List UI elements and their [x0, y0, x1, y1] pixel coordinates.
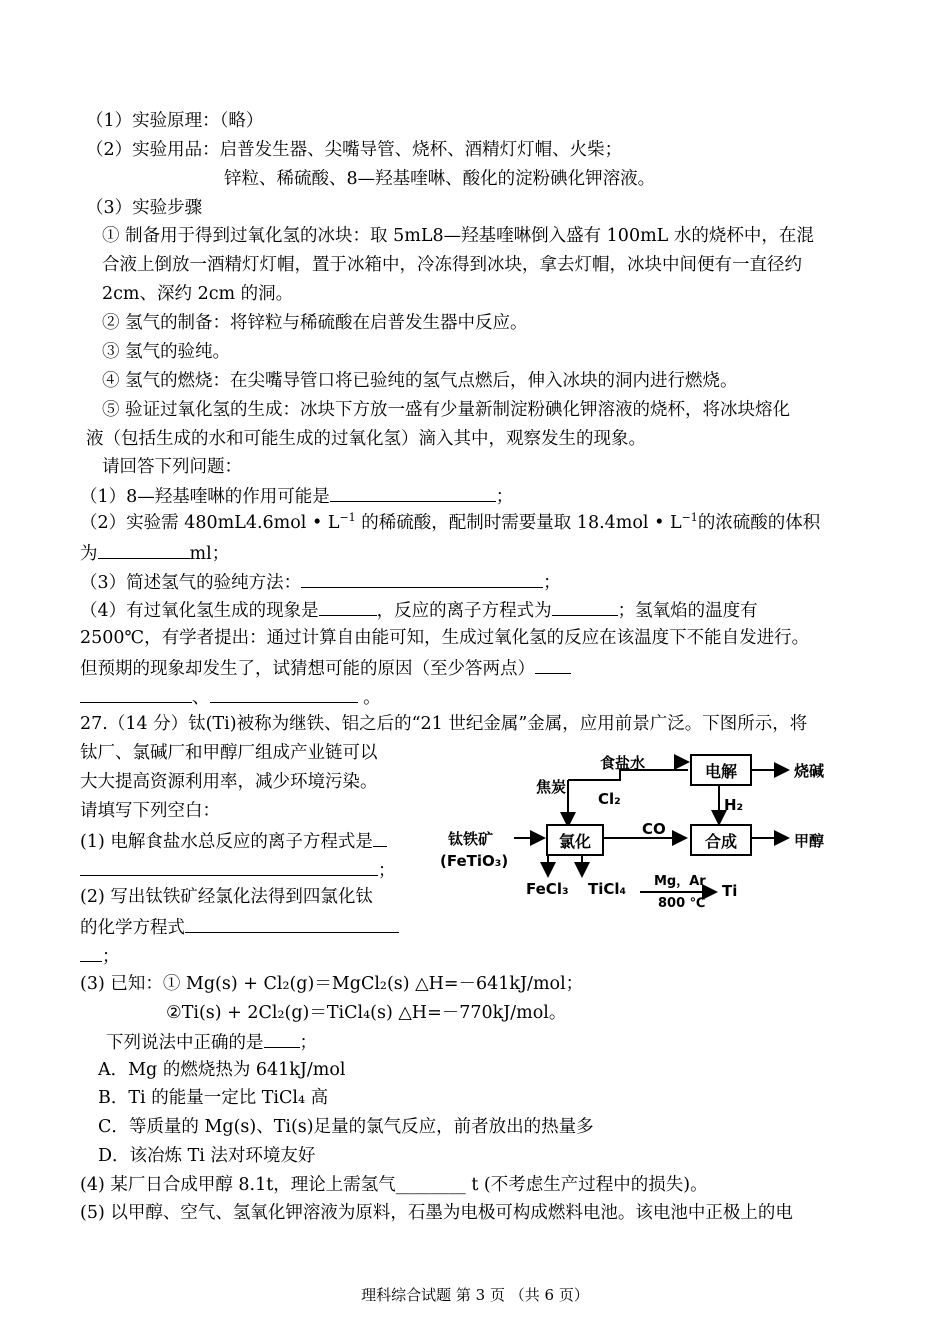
step1-line2: 合液上倒放一酒精灯灯帽，置于冰箱中，冷冻得到冰块，拿去灯帽，冰块中间便有一直径约	[102, 255, 802, 275]
problem-27-q3-line3: 下列说法中正确的是 ；	[106, 1030, 317, 1054]
fecl3-label: FeCl₃	[526, 880, 569, 898]
step1-line3: 2cm、深约 2cm 的洞。	[102, 284, 294, 304]
step1-line1: ① 制备用于得到过氧化氢的冰块：取 5mL8—羟基喹啉倒入盛有 100mL 水的烧杯中，在混	[102, 226, 814, 246]
problem-27-q2-text: 的化学方程式	[80, 918, 185, 938]
problem-27-q3-line2: ②Ti(s) + 2Cl₂(g)＝TiCl₄(s) △H=－770kJ/mol。	[166, 1003, 567, 1023]
problem-27-q3-text: 下列说法中正确的是	[106, 1033, 264, 1053]
answer-blank[interactable]	[98, 541, 190, 559]
problem-27-q2-line2	[80, 915, 399, 939]
problem-27-intro-2: 大大提高资源利用率，减少环境污染。	[80, 772, 378, 792]
chlorination-box: 氯化	[546, 824, 604, 856]
answer-blank[interactable]	[330, 484, 496, 502]
problem-27-q1-line2: ；	[80, 858, 396, 882]
question-1: （1）8—羟基喹啉的作用可能是 ；	[80, 484, 513, 508]
option-d: D．该冶炼 Ti 法对环境友好	[98, 1146, 316, 1166]
exp-materials-1: （2）实验用品：启普发生器、尖嘴导管、烧杯、酒精灯灯帽、火柴；	[86, 140, 623, 160]
ti-label: Ti	[722, 882, 738, 900]
question-2-part3: 的浓硫酸的体积	[697, 513, 821, 533]
question-4-part3: ；氢氧焰的温度有	[617, 601, 758, 621]
answer-blank[interactable]	[552, 598, 618, 616]
option-b: B．Ti 的能量一定比 TiCl₄ 高	[98, 1088, 329, 1108]
problem-27-intro-3: 请填写下列空白：	[80, 801, 220, 821]
question-4-line1	[80, 598, 758, 622]
question-2-prefix: 为	[80, 544, 98, 564]
question-1-text: （1）8—羟基喹啉的作用可能是	[80, 487, 330, 507]
answer-blank[interactable]	[373, 829, 387, 847]
problem-27-q3-line1: (3) 已知：① Mg(s) + Cl₂(g)＝MgCl₂(s) △H=－641kJ/mol；	[80, 974, 584, 994]
question-3: （3）简述氢气的验纯方法： ；	[80, 570, 561, 594]
answer-blank[interactable]	[264, 1030, 300, 1048]
question-2-unit: ml；	[189, 544, 230, 564]
answer-blank[interactable]	[535, 656, 571, 674]
step2: ② 氢气的制备：将锌粒与稀硫酸在启普发生器中反应。	[102, 313, 528, 333]
question-4-part1: （4）有过氧化氢生成的现象是	[80, 601, 319, 621]
problem-27-q2-line1: (2) 写出钛铁矿经氯化法得到四氯化钛	[80, 887, 373, 907]
problem-27-q1	[80, 829, 387, 853]
answer-blank[interactable]	[80, 944, 102, 962]
mg-ar-label: Mg，Ar	[654, 874, 706, 889]
problem-27-title: 27.（14 分）钛(Ti)被称为继铁、铝之后的“21 世纪金属”金属，应用前景广泛。下图所示，将	[80, 714, 808, 734]
methanol-label: 甲醇	[794, 832, 825, 850]
salt-water-label: 食盐水	[600, 754, 646, 772]
problem-27-q5: (5) 以甲醇、空气、氢氧化钾溶液为原料，石墨为电极可构成燃料电池。该电池中正极上的电	[80, 1203, 793, 1223]
question-4-line2: 2500℃，有学者提出：通过计算自由能可知，生成过氧化氢的反应在该温度下不能自发进行。	[80, 628, 810, 648]
option-c: C．等质量的 Mg(s)、Ti(s)足量的氯气反应，前者放出的热量多	[98, 1117, 594, 1137]
question-2-part1: （2）实验需 480mL4.6mo	[80, 513, 301, 533]
answer-blank[interactable]	[301, 570, 543, 588]
answer-blank[interactable]	[80, 858, 378, 876]
coke-label: 焦炭	[536, 778, 567, 796]
problem-27-q1-text: (1) 电解食盐水总反应的离子方程式是	[80, 832, 373, 852]
exp-materials-2: 锌粒、稀硫酸、8—羟基喹啉、酸化的淀粉碘化钾溶液。	[224, 169, 656, 189]
question-4-part4: 但预期的现象却发生了，试猜想可能的原因（至少答两点）	[80, 659, 535, 679]
problem-27-q2-line3: ；	[80, 944, 120, 968]
co-label: CO	[642, 820, 666, 838]
answer-blank[interactable]	[319, 598, 377, 616]
question-4-line4: 、 。	[80, 685, 381, 709]
option-a: A．Mg 的燃烧热为 641kJ/mol	[98, 1060, 346, 1080]
question-2-part2: 的稀硫酸，配制时需要量取 18.4mo	[361, 513, 643, 533]
step4: ④ 氢气的燃烧：在尖嘴导管口将已验纯的氢气点燃后，伸入冰块的洞内进行燃烧。	[102, 371, 738, 391]
step5-line2: 液（包括生成的水和可能生成的过氧化氢）滴入其中，观察发生的现象。	[86, 429, 646, 449]
problem-27-intro-1: 钛厂、氯碱厂和甲醇厂组成产业链可以	[80, 743, 378, 763]
process-diagram	[430, 740, 850, 918]
questions-prompt: 请回答下列问题：	[102, 457, 242, 477]
caustic-label: 烧碱	[794, 762, 825, 780]
answer-blank[interactable]	[185, 915, 399, 933]
ilmenite-label: 钛铁矿	[448, 830, 494, 848]
electrolysis-box: 电解	[690, 754, 752, 786]
question-2-line2	[80, 541, 229, 565]
question-4-line3	[80, 656, 571, 680]
answer-blank[interactable]	[80, 685, 192, 703]
answer-blank[interactable]	[210, 685, 358, 703]
cl2-label: Cl₂	[598, 790, 621, 808]
step5-line1: ⑤ 验证过氧化氢的生成：冰块下方放一盛有少量新制淀粉碘化钾溶液的烧杯，将冰块熔化	[102, 400, 791, 420]
exp-steps-heading: （3）实验步骤	[86, 198, 203, 218]
temperature-label: 800 ℃	[658, 896, 706, 911]
ticl4-label: TiCl₄	[588, 880, 627, 898]
step3: ③ 氢气的验纯。	[102, 342, 231, 362]
problem-27-q4: (4) 某厂日合成甲醇 8.1t，理论上需氢气________ t (不考虑生产过程中的损失)。	[80, 1175, 708, 1195]
page-footer: 理科综合试题 第 3 页 （共 6 页）	[361, 1286, 589, 1304]
synthesis-box: 合成	[690, 824, 752, 856]
h2-label: H₂	[724, 796, 744, 814]
question-3-text: （3）简述氢气的验纯方法：	[80, 573, 302, 593]
question-4-part2: ，反应的离子方程式为	[376, 601, 552, 621]
exp-principle: （1）实验原理：（略）	[86, 111, 264, 131]
ilmenite-formula-label: (FeTiO₃)	[440, 852, 509, 870]
question-2-line1: （2）实验需 480mL4.6mol • $L^{-1}$ 的稀硫酸，配制时需要量取 18.4mol • $L^{-1}$的浓硫酸的体积	[80, 511, 821, 533]
